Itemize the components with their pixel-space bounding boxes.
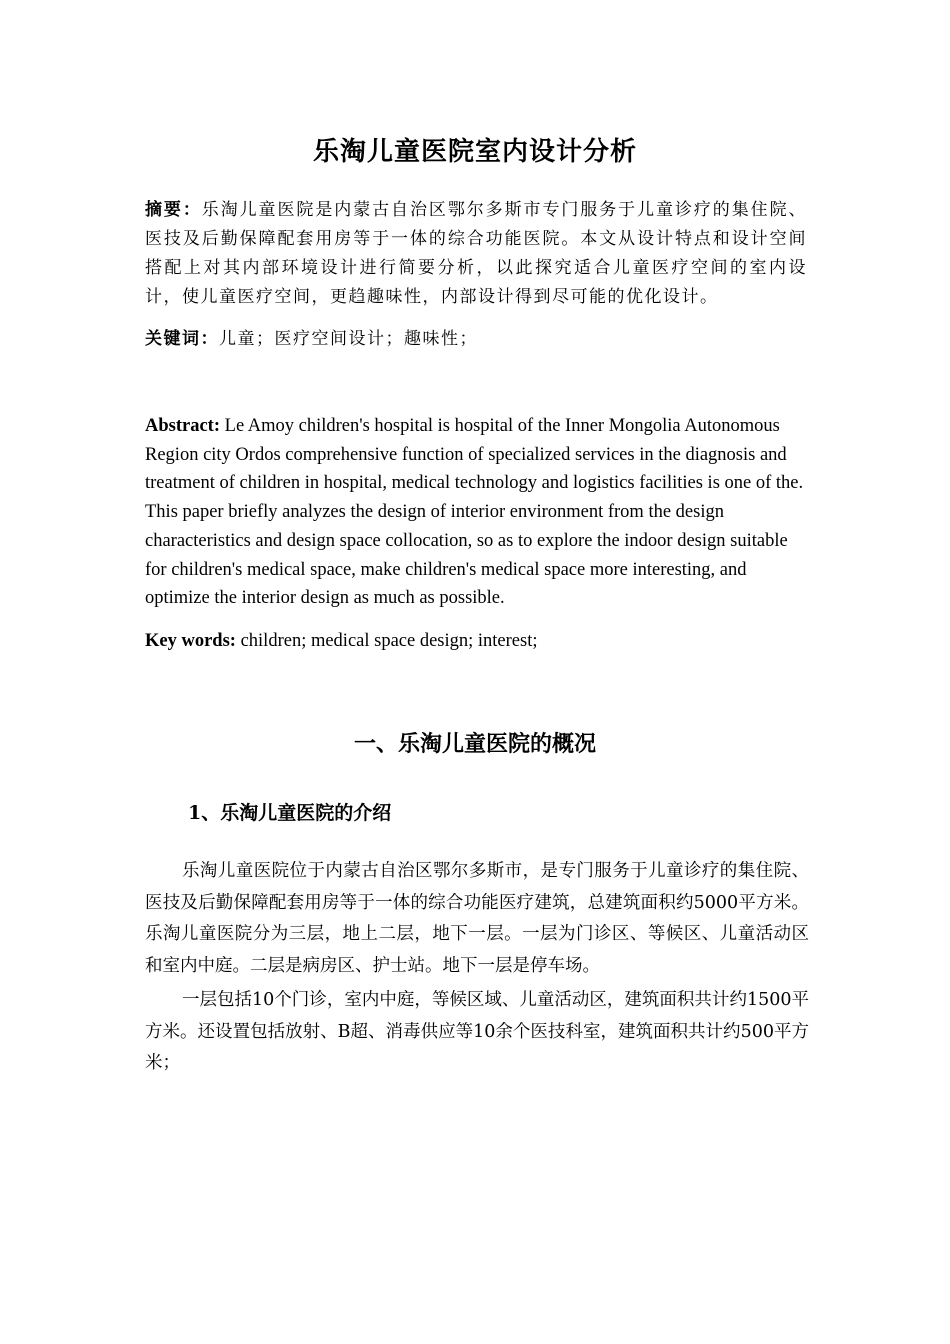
subsection-heading: 1、乐淘儿童医院的介绍 xyxy=(188,802,392,824)
english-abstract-label: Abstract: xyxy=(145,416,221,436)
document-title: 乐淘儿童医院室内设计分析 xyxy=(312,137,637,167)
english-keywords-text: children; medical space design; interest; xyxy=(235,631,538,651)
english-abstract-text: Le Amoy children's hospital is hospital of the Inner Mongolia Autonomous Region city Ordos comprehensive function of specialized services in the diagnosis and treatment of children in hospital, medical technology and logistics facilities is one of the. This paper briefly analyzes the design of interior environment from the design characteristics and design space collocation, so as to explore the indoor design suitable for children's medical space, make children's medical space more interesting, and optimize the interior design as much as possible. xyxy=(145,416,804,609)
body-paragraph-1: 乐淘儿童医院位于内蒙古自治区鄂尔多斯市，是专门服务于儿童诊疗的集住院、医技及后勤保障配套用房等于一体的综合功能医疗建筑，总建筑面积约5000平方米。乐淘儿童医院分为三层，地上二层，地下一层。一层为门诊区、等候区、儿童活动区和室内中庭。二层是病房区、护士站。地下一层是停车场。 xyxy=(145,861,809,976)
chinese-abstract xyxy=(145,196,807,312)
body-paragraph-2: 一层包括10个门诊，室内中庭，等候区域、儿童活动区，建筑面积共计约1500平方米。还设置包括放射、B超、消毒供应等10余个医技科室，建筑面积共计约500平方米； xyxy=(145,990,809,1073)
chinese-abstract-text: 乐淘儿童医院是内蒙古自治区鄂尔多斯市专门服务于儿童诊疗的集住院、医技及后勤保障配套用房等于一体的综合功能医院。本文从设计特点和设计空间搭配上对其内部环境设计进行简要分析，以此探究适合儿童医疗空间的室内设计，使儿童医疗空间，更趋趣味性，内部设计得到尽可能的优化设计。 xyxy=(145,200,808,307)
chinese-keywords-label: 关键词： xyxy=(145,329,219,349)
chinese-abstract-label: 摘要： xyxy=(145,200,202,220)
english-keywords xyxy=(145,627,807,656)
chinese-keywords xyxy=(145,325,807,354)
chinese-keywords-text: 儿童；医疗空间设计；趣味性； xyxy=(219,329,478,349)
english-abstract xyxy=(145,412,807,613)
section-heading: 一、乐淘儿童医院的概况 xyxy=(353,731,596,757)
english-keywords-label: Key words: xyxy=(145,631,236,651)
